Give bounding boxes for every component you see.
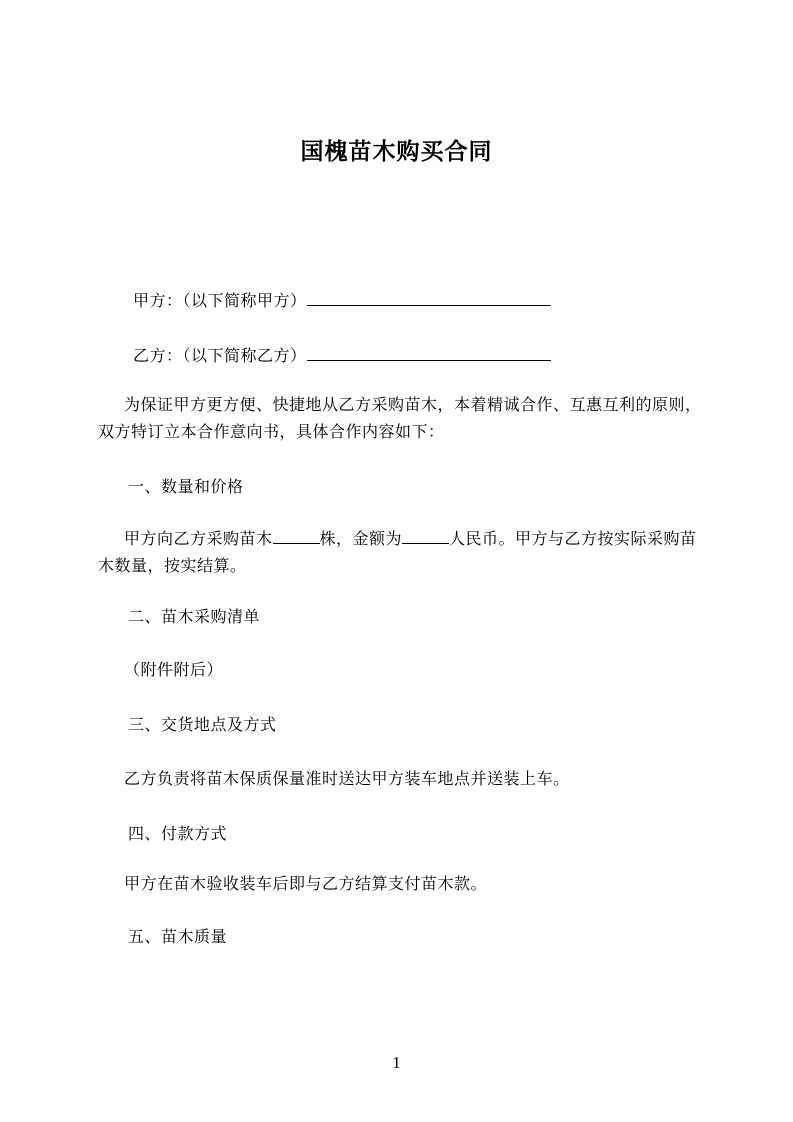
- section-1-heading: 一、数量和价格: [128, 479, 244, 496]
- section-1-body-lead: 甲方向乙方采购苗木: [124, 531, 273, 548]
- intro-paragraph: 为保证甲方更方便、快捷地从乙方采购苗木，本着精诚合作、互惠互利的原则，双方特订立本合作意向书，具体合作内容如下：: [98, 397, 702, 441]
- party-a-label: 甲方：（以下简称甲方）: [133, 293, 307, 310]
- section-5-heading: 五、苗木质量: [128, 929, 228, 946]
- party-b-label: 乙方：（以下简称乙方）: [133, 348, 307, 365]
- section-3-heading: 三、交货地点及方式: [128, 717, 277, 734]
- section-4-body: 甲方在苗木验收装车后即与乙方结算支付苗木款。: [124, 876, 488, 893]
- quantity-fill-in-blank: [273, 529, 320, 544]
- page-number: 1: [392, 1053, 401, 1072]
- section-2-body: （附件附后）: [124, 662, 224, 679]
- document-title: 国槐苗木购买合同: [300, 138, 493, 164]
- section-4-heading: 四、付款方式: [128, 826, 228, 843]
- section-3-body: 乙方负责将苗木保质保量准时送达甲方装车地点并送装上车。: [124, 771, 570, 788]
- section-1-body: [98, 526, 704, 580]
- section-2-heading: 二、苗木采购清单: [128, 609, 261, 626]
- party-b-line: [98, 343, 704, 370]
- section-1-body-mid: 株，金额为: [319, 531, 403, 548]
- party-a-line: [98, 288, 704, 315]
- party-a-fill-in-blank: [307, 291, 551, 306]
- section-1-body-tail: 人民币。甲方与乙方按实际采购苗木数量，按实结算。: [98, 531, 697, 575]
- party-b-fill-in-blank: [307, 346, 551, 361]
- amount-fill-in-blank: [402, 529, 449, 544]
